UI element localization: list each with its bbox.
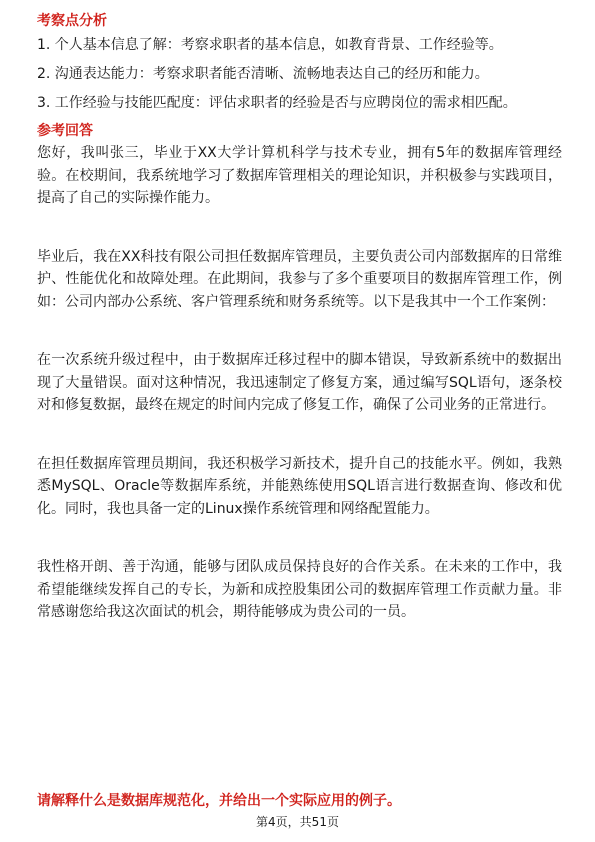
answer-paragraph-closing: 我性格开朗、善于沟通，能够与团队成员保持良好的合作关系。在未来的工作中，我希望能继续发挥自己的专长，为新和成控股集团公司的数据库管理工作贡献力量。非常感谢您给我这次面试的机会，期待能够成为贵公司的一员。 — [37, 559, 562, 620]
answer-paragraph-career: 毕业后，我在XX科技有限公司担任数据库管理员，主要负责公司内部数据库的日常维护、性能优化和故障处理。在此期间，我参与了多个重要项目的数据库管理工作，例如：公司内部办公系统、客户管理系统和财务系统等。以下是我其中一个工作案例： — [37, 248, 562, 310]
analysis-heading: 考察点分析 — [37, 13, 107, 29]
answer-paragraph-case: 在一次系统升级过程中，由于数据库迁移过程中的脚本错误，导致新系统中的数据出现了大量错误。面对这种情况，我迅速制定了修复方案，通过编写SQL语句，逐条校对和修复数据，最终在规定的时间内完成了修复工作，确保了公司业务的正常进行。 — [37, 352, 562, 413]
document-page — [37, 10, 562, 624]
analysis-point: 3. 工作经验与技能匹配度：评估求职者的经验是否与应聘岗位的需求相匹配。 — [37, 95, 517, 111]
answer-heading: 参考回答 — [37, 123, 93, 139]
page-footer — [0, 813, 595, 831]
answer-paragraph-intro: 您好，我叫张三，毕业于XX大学计算机科学与技术专业，拥有5年的数据库管理经验。在校期间，我系统地学习了数据库管理相关的理论知识，并积极参与实践项目，提高了自己的实际操作能力。 — [37, 145, 562, 206]
analysis-point: 2. 沟通表达能力：考察求职者能否清晰、流畅地表达自己的经历和能力。 — [37, 66, 489, 82]
answer-paragraph-skills: 在担任数据库管理员期间，我还积极学习新技术，提升自己的技能水平。例如，我熟悉MySQL、Oracle等数据库系统，并能熟练使用SQL语言进行数据查询、修改和优化。同时，我也具备一定的Linux操作系统管理和网络配置能力。 — [37, 455, 562, 517]
page-indicator: 第4页，共51页 — [256, 815, 339, 829]
next-question-heading: 请解释什么是数据库规范化，并给出一个实际应用的例子。 — [37, 793, 401, 809]
analysis-points — [37, 34, 562, 114]
analysis-point: 1. 个人基本信息了解：考察求职者的基本信息，如教育背景、工作经验等。 — [37, 37, 503, 53]
